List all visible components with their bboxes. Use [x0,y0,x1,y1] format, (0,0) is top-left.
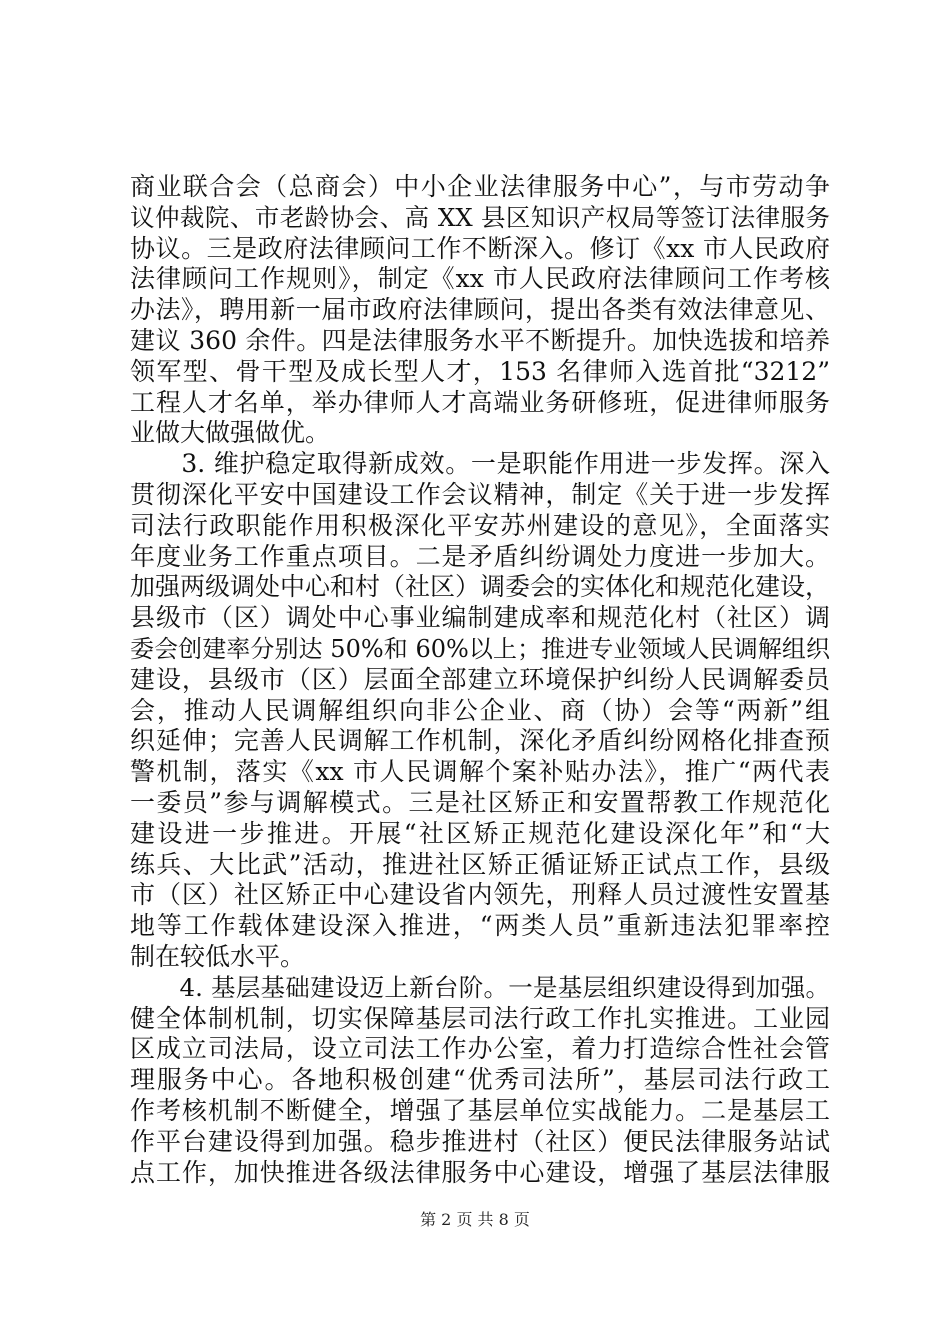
text-line: 县级市（区）调处中心事业编制建成率和规范化村（社区）调 [130,603,830,633]
text-line: 理服务中心。各地积极创建“优秀司法所”，基层司法行政工 [130,1065,830,1095]
text-line: 健全体制机制，切实保障基层司法行政工作扎实推进。工业园 [130,1003,830,1033]
text-line: 警机制，落实《xx 市人民调解个案补贴办法》，推广“两代表 [130,757,830,787]
text-line: 点工作，加快推进各级法律服务中心建设，增强了基层法律服 [130,1157,830,1187]
text-line: 司法行政职能作用积极深化平安苏州建设的意见》，全面落实 [130,510,830,540]
text-line: 建设，县级市（区）层面全部建立环境保护纠纷人民调解委员 [130,664,830,694]
text-line: 作平台建设得到加强。稳步推进村（社区）便民法律服务站试 [130,1126,830,1156]
text-line: 3. 维护稳定取得新成效。一是职能作用进一步发挥。深入 [130,449,830,479]
text-line: 贯彻深化平安中国建设工作会议精神，制定《关于进一步发挥 [130,479,830,509]
text-line: 议仲裁院、市老龄协会、高 XX 县区知识产权局等签订法律服务 [130,202,830,232]
text-line: 地等工作载体建设深入推进，“两类人员”重新违法犯罪率控 [130,911,830,941]
text-line: 市（区）社区矫正中心建设省内领先，刑释人员过渡性安置基 [130,880,830,910]
text-line: 练兵、大比武”活动，推进社区矫正循证矫正试点工作，县级 [130,849,830,879]
text-line: 商业联合会（总商会）中小企业法律服务中心”，与市劳动争 [130,172,830,201]
text-line: 会，推动人民调解组织向非公企业、商（协）会等“两新”组 [130,695,830,725]
text-line: 年度业务工作重点项目。二是矛盾纠纷调处力度进一步加大。 [130,541,830,571]
text-line: 加强两级调处中心和村（社区）调委会的实体化和规范化建设， [130,572,831,602]
text-line: 织延伸；完善人民调解工作机制，深化矛盾纠纷网格化排查预 [130,726,830,756]
document-body [130,172,830,1188]
text-line: 建设进一步推进。开展“社区矫正规范化建设深化年”和“大 [130,818,830,848]
text-line: 办法》，聘用新一届市政府法律顾问，提出各类有效法律意见、 [130,295,830,325]
text-line: 协议。三是政府法律顾问工作不断深入。修订《xx 市人民政府 [130,233,830,263]
text-line: 区成立司法局，设立司法工作办公室，着力打造综合性社会管 [130,1034,830,1064]
text-line: 领军型、骨干型及成长型人才，153 名律师入选首批“3212” [130,356,830,386]
text-line: 作考核机制不断健全，增强了基层单位实战能力。二是基层工 [130,1095,830,1125]
text-line: 工程人才名单，举办律师人才高端业务研修班，促进律师服务 [130,387,830,417]
text-line: 制在较低水平。 [130,941,306,971]
text-line: 业做大做强做优。 [130,418,331,448]
text-line: 委会创建率分别达 50%和 60%以上；推进专业领域人民调解组织 [130,634,830,663]
page-footer: 第 2 页 共 8 页 [420,1210,530,1229]
text-line: 法律顾问工作规则》，制定《xx 市人民政府法律顾问工作考核 [130,264,830,294]
text-line: 建议 360 余件。四是法律服务水平不断提升。加快选拔和培养 [130,325,830,355]
text-line: 一委员”参与调解模式。三是社区矫正和安置帮教工作规范化 [130,787,830,817]
text-line: 4. 基层基础建设迈上新台阶。一是基层组织建设得到加强。 [130,972,830,1002]
